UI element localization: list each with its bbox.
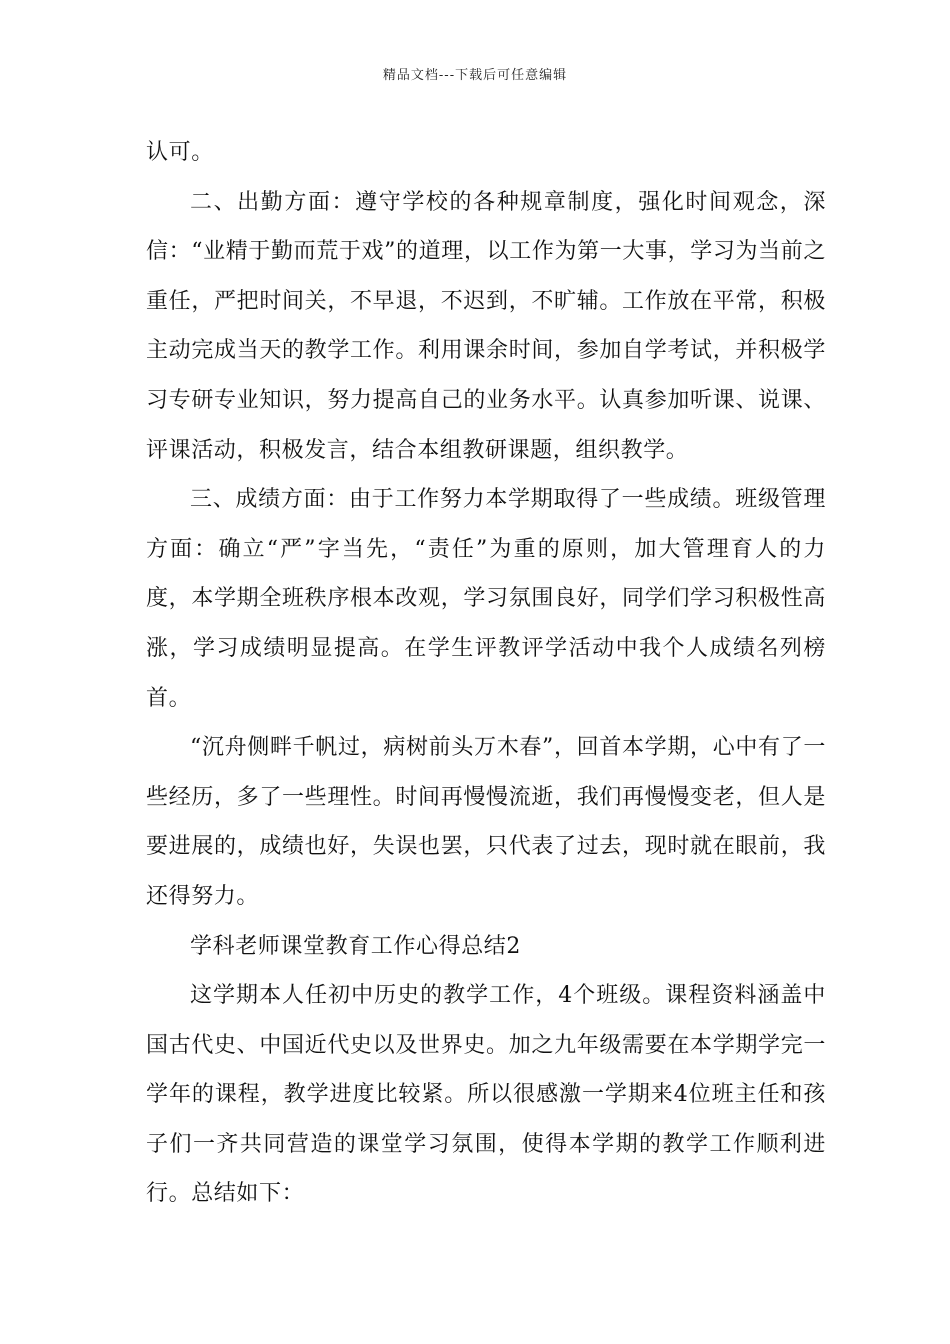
paragraph-reflection: “沉舟侧畔千帆过，病树前头万木春”，回首本学期，心中有了一些经历，多了一些理性。时间再慢慢流逝，我们再慢慢变老，但人是要进展的，成绩也好，失误也罢，只代表了过去，现时就在眼前，我还得努力。 [146, 735, 826, 909]
paragraph-continuation: 认可。 [146, 140, 214, 165]
paragraph-attendance: 二、出勤方面：遵守学校的各种规章制度，强化时间观念，深信：“业精于勤而荒于戏”的道理，以工作为第一大事，学习为当前之重任，严把时间关，不早退，不迟到，不旷辅。工作放在平常，积极主动完成当天的教学工作。利用课余时间，参加自学考试，并积极学习专研专业知识，努力提高自己的业务水平。认真参加听课、说课、评课活动，积极发言，结合本组教研课题，组织教学。 [146, 189, 826, 463]
paragraph-achievements: 三、成绩方面：由于工作努力本学期取得了一些成绩。班级管理方面：确立“严”字当先，“责任”为重的原则，加大管理育人的力度，本学期全班秩序根本改观，学习氛围良好，同学们学习积极性高涨，学习成绩明显提高。在学生评教评学活动中我个人成绩名列榜首。 [146, 487, 826, 711]
page-header: 精品文档---下载后可任意编辑 [382, 68, 568, 83]
paragraph-intro: 这学期本人任初中历史的教学工作，4个班级。课程资料涵盖中国古代史、中国近代史以及世界史。加之九年级需要在本学期学完一学年的课程，教学进度比较紧。所以很感激一学期来4位班主任和孩子们一齐共同营造的课堂学习氛围，使得本学期的教学工作顺利进行。总结如下： [146, 983, 826, 1207]
section-title: 学科老师课堂教育工作心得总结2 [190, 933, 521, 959]
document-body [146, 128, 826, 1219]
